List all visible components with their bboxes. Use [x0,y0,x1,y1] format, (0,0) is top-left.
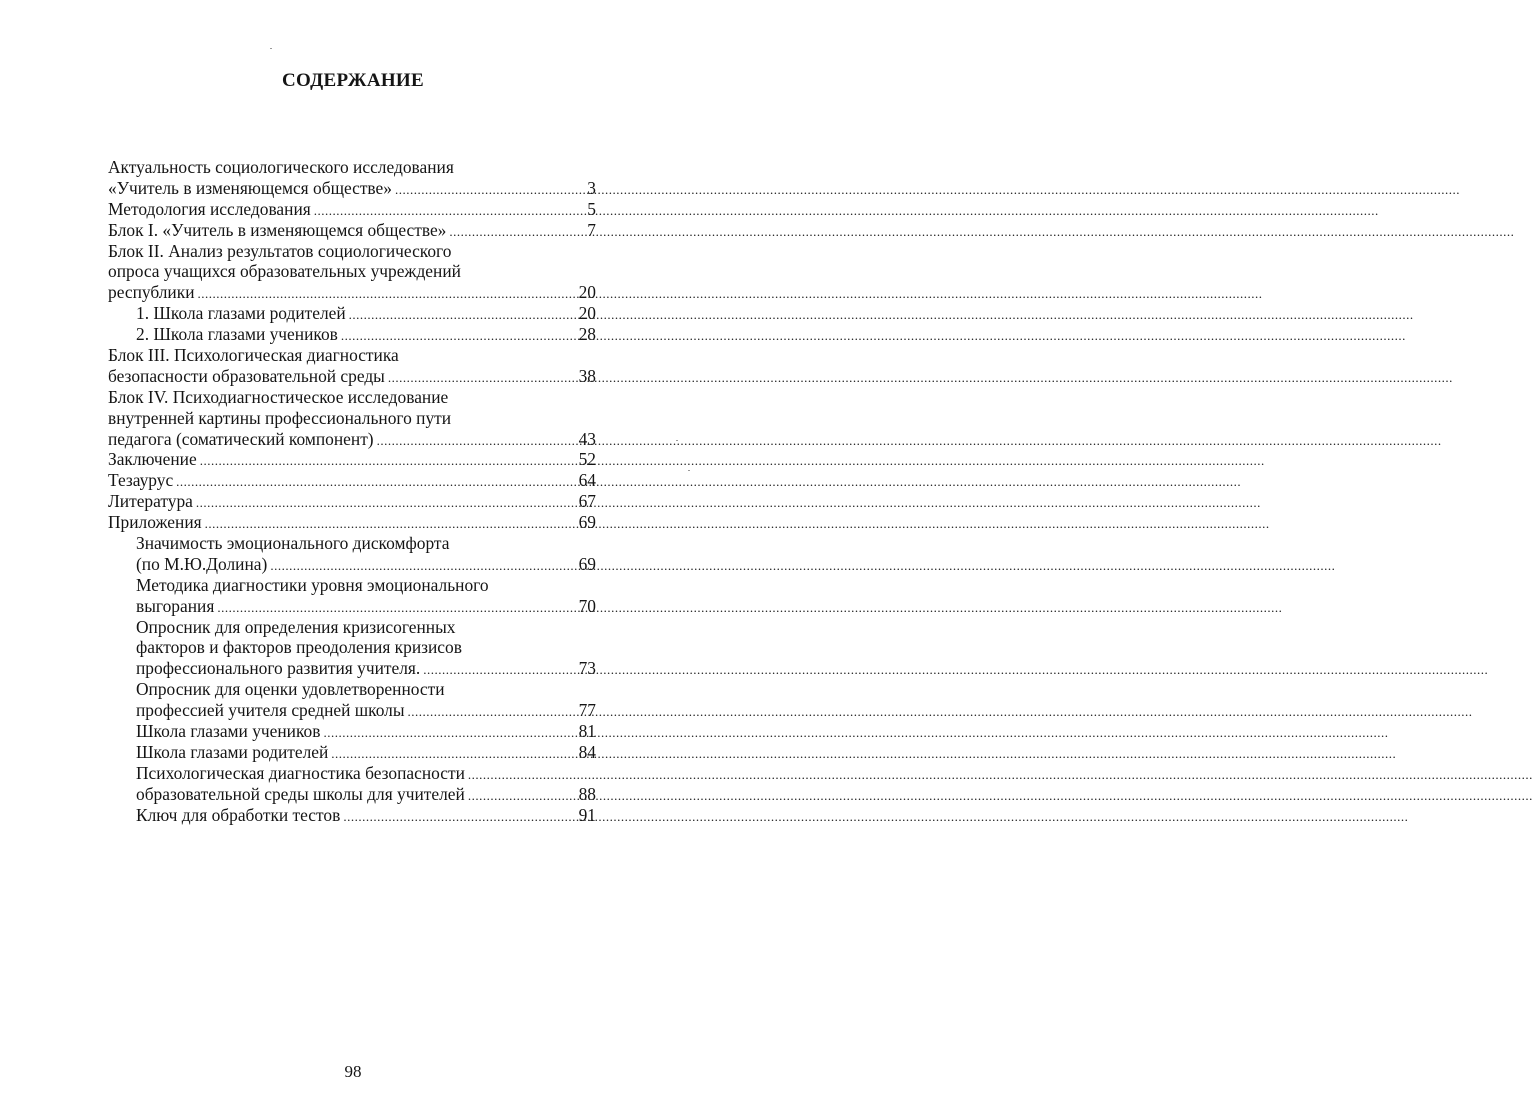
toc-entry-title: опроса учащихся образовательных учреждений [108,261,461,282]
toc-page-number: 69 [578,553,596,574]
toc-entry-title: (по М.Ю.Долина) [136,553,268,574]
toc-entry-title: Блок IV. Психодиагностическое исследование [108,386,449,407]
toc-dot-leader [341,326,576,347]
toc-dot-leader [200,451,576,472]
toc-entry-title: Школа глазами родителей [136,741,329,762]
toc-entry [108,387,596,408]
toc-entry-title: Заключение [108,449,197,470]
toc-dot-leader [408,702,576,723]
toc-page-number: 52 [578,449,596,470]
scan-speck [270,48,272,49]
toc-entry-title: Опросник для оценки удовлетворенности [136,679,445,700]
toc-page-number: 20 [578,303,596,324]
toc-entry [108,261,596,282]
toc-entry-title: Психологическая диагностика безопасности [136,762,465,783]
toc-page-number: 28 [578,324,596,345]
toc-dot-leader [331,744,575,765]
toc-page-number: 67 [578,491,596,512]
toc-entry [108,408,596,429]
toc-entry [108,449,596,470]
toc-entry-title: выгорания [136,595,215,616]
toc-page-number: 5 [587,198,596,219]
page-title: СОДЕРЖАНИЕ [282,70,424,91]
toc-page-number: 88 [578,783,596,804]
toc-page-number: 81 [578,721,596,742]
toc-dot-leader [205,514,576,535]
toc-entry [108,763,596,784]
toc-page-number: 7 [587,219,596,240]
toc-entry-title: Приложения [108,512,202,533]
toc-page-number: 43 [578,428,596,449]
toc-entry-title: Блок I. «Учитель в изменяющемся обществе» [108,219,447,240]
toc-dot-leader [468,765,593,786]
toc-entry-title: Литература [108,491,193,512]
toc-entry [108,470,596,491]
toc-entry-title: Методика диагностики уровня эмоционального [136,574,489,595]
page-number: 98 [344,1062,362,1081]
toc-entry-title: Тезаурус [108,470,174,491]
toc-entry-title: 2. Школа глазами учеников [136,324,338,345]
toc-page-number: 84 [578,741,596,762]
toc-page-number: 77 [578,700,596,721]
toc-dot-leader [377,431,576,452]
toc-entry [108,721,596,742]
toc-entry [108,679,596,700]
toc-entry [108,805,596,826]
toc-dot-leader [343,807,575,828]
toc-entry-title: Актуальность социологического исследования [108,157,454,177]
scan-speck [676,440,678,441]
toc-entry-title: Блок II. Анализ результатов социологического [108,240,452,261]
toc-entry [108,742,596,763]
toc-entry-title: профессией учителя средней школы [136,700,405,721]
toc-dot-leader [270,556,575,577]
toc-entry-title: профессионального развития учителя. [136,658,421,679]
toc-dot-leader [217,598,575,619]
toc-dot-leader [198,284,576,305]
toc-entry [108,637,596,658]
toc-entry [108,596,596,617]
toc-entry [108,157,596,178]
toc-page-number: 64 [578,470,596,491]
toc-entry-title: безопасности образовательной среды [108,365,385,386]
toc-dot-leader [449,222,584,243]
toc-entry [108,241,596,262]
toc-page-number: 20 [578,282,596,303]
toc-entry [108,178,596,199]
toc-page-number: 91 [578,804,596,825]
toc-entry-title: «Учитель в изменяющемся обществе» [108,177,392,198]
toc-entry [108,282,596,303]
toc-entry-title: Школа глазами учеников [136,721,321,742]
toc-entry [108,700,596,721]
toc-entry-title: Блок III. Психологическая диагностика [108,345,399,366]
toc-entry-title: Ключ для обработки тестов [136,804,341,825]
toc-entry [108,491,596,512]
toc-dot-leader [176,472,575,493]
toc-entry-title: Методология исследования [108,198,311,219]
toc-entry-title: Значимость эмоционального дискомфорта [136,533,450,554]
toc-entry [108,199,596,220]
toc-entry [108,512,596,533]
toc-dot-leader [423,660,575,681]
scan-speck [688,470,690,471]
toc-entry [108,324,596,345]
toc-entry-title: республики [108,282,195,303]
toc-dot-leader [314,201,585,222]
toc-entry-title: педагога (соматический компонент) [108,428,374,449]
toc-dot-leader [388,368,576,389]
toc-dot-leader [323,723,575,744]
toc-entry [108,366,596,387]
toc-dot-leader [349,305,576,326]
toc-entry-title: образовательной среды школы для учителей [136,783,465,804]
toc-dot-leader [196,493,576,514]
toc-dot-leader [395,180,584,201]
toc-entry-title: Опросник для определения кризисогенных [136,616,456,637]
toc-entry [108,658,596,679]
toc-page-number: 3 [587,177,596,198]
toc-entry [108,617,596,638]
table-of-contents [108,157,596,826]
toc-page-number: 69 [578,512,596,533]
toc-entry-title: внутренней картины профессионального пути [108,407,452,428]
toc-entry [108,220,596,241]
toc-entry-title: 1. Школа глазами родителей [136,303,346,324]
toc-entry [108,533,596,554]
toc-entry [108,345,596,366]
toc-page-number: 70 [578,595,596,616]
toc-entry [108,784,596,805]
toc-entry [108,554,596,575]
toc-page-number: 73 [578,658,596,679]
toc-entry [108,303,596,324]
toc-entry [108,575,596,596]
toc-entry [108,429,596,450]
toc-page-number: 38 [578,365,596,386]
toc-entry-title: факторов и факторов преодоления кризисов [136,637,462,658]
toc-dot-leader [468,786,576,807]
